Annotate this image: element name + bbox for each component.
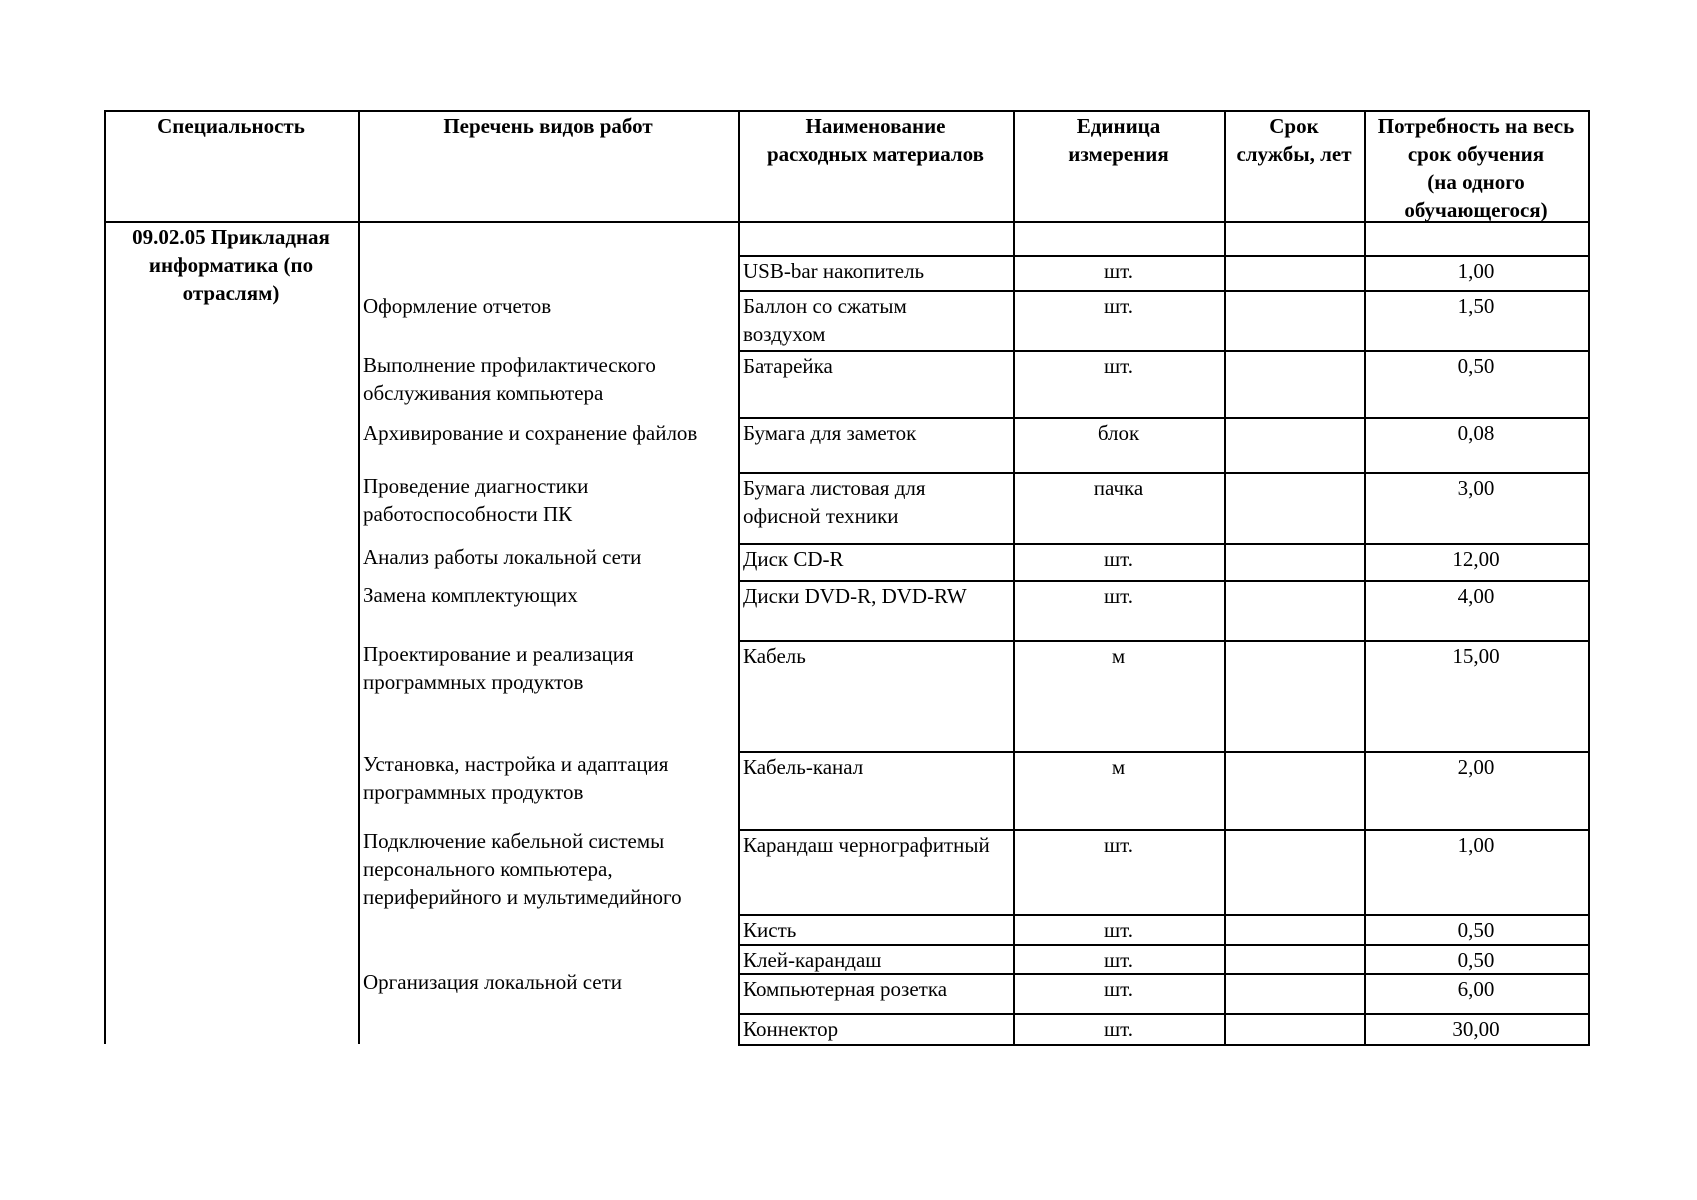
- work-item: Архивирование и сохранение файлов: [363, 421, 698, 445]
- header-unit: Единица измерения: [1068, 114, 1169, 166]
- work-item: Выполнение профилактического обслуживания компьютера: [363, 353, 656, 405]
- material-name-cell: Диски DVD-R, DVD-RW: [743, 584, 967, 608]
- specialty-name: 09.02.05 Прикладная информатика (по отраслям): [132, 225, 330, 305]
- unit-cell: шт.: [1103, 918, 1134, 942]
- need-cell: 1,50: [1457, 294, 1495, 318]
- header-need: Потребность на весь срок обучения (на одного обучающегося): [1377, 114, 1575, 222]
- material-name-cell: Бумага для заметок: [743, 421, 917, 445]
- table-border-right: [1588, 110, 1590, 1046]
- work-item: Подключение кабельной системы персонального компьютера, периферийного и мультимедийного: [363, 829, 682, 909]
- need-cell: 6,00: [1457, 977, 1495, 1001]
- need-cell: 15,00: [1452, 644, 1500, 668]
- need-cell: 0,50: [1457, 918, 1495, 942]
- work-item: Проектирование и реализация программных продуктов: [363, 642, 634, 694]
- work-item: Организация локальной сети: [363, 970, 623, 994]
- unit-cell: шт.: [1103, 584, 1134, 608]
- material-name-cell: Баллон со сжатым воздухом: [743, 294, 907, 346]
- material-name-cell: Коннектор: [743, 1017, 839, 1041]
- work-item: Установка, настройка и адаптация программных продуктов: [363, 752, 669, 804]
- material-name-cell: Карандаш чернографитный: [743, 833, 990, 857]
- row-divider: [738, 1044, 1590, 1046]
- unit-cell: шт.: [1103, 948, 1134, 972]
- need-cell: 0,08: [1457, 421, 1495, 445]
- header-service-life: Срок службы, лет: [1236, 114, 1352, 166]
- need-cell: 12,00: [1452, 547, 1500, 571]
- work-item: Замена комплектующих: [363, 583, 578, 607]
- need-cell: 0,50: [1457, 354, 1495, 378]
- need-cell: 2,00: [1457, 755, 1495, 779]
- unit-cell: шт.: [1103, 977, 1134, 1001]
- material-name-cell: Диск CD-R: [743, 547, 844, 571]
- need-cell: 30,00: [1452, 1017, 1500, 1041]
- need-cell: 4,00: [1457, 584, 1495, 608]
- work-item: Проведение диагностики работоспособности ПК: [363, 474, 589, 526]
- unit-cell: шт.: [1103, 833, 1134, 857]
- header-works: Перечень видов работ: [443, 114, 653, 138]
- unit-cell: шт.: [1103, 294, 1134, 318]
- header-material: Наименование расходных материалов: [766, 114, 984, 166]
- unit-cell: шт.: [1103, 1017, 1134, 1041]
- material-name-cell: Батарейка: [743, 354, 833, 378]
- need-cell: 1,00: [1457, 259, 1495, 283]
- column-divider: [1364, 110, 1366, 1046]
- unit-cell: м: [1111, 644, 1126, 668]
- unit-cell: шт.: [1103, 354, 1134, 378]
- need-cell: 1,00: [1457, 833, 1495, 857]
- column-divider: [738, 110, 740, 1046]
- column-divider: [1013, 110, 1015, 1046]
- material-name-cell: Кисть: [743, 918, 797, 942]
- need-cell: 0,50: [1457, 948, 1495, 972]
- unit-cell: шт.: [1103, 259, 1134, 283]
- unit-cell: блок: [1097, 421, 1140, 445]
- column-divider: [1224, 110, 1226, 1046]
- column-divider: [358, 110, 360, 1044]
- material-name-cell: Клей-карандаш: [743, 948, 882, 972]
- material-name-cell: Кабель-канал: [743, 755, 864, 779]
- unit-cell: шт.: [1103, 547, 1134, 571]
- header-specialty: Специальность: [157, 114, 305, 138]
- unit-cell: пачка: [1093, 476, 1144, 500]
- work-item: Оформление отчетов: [363, 294, 552, 318]
- work-item: Анализ работы локальной сети: [363, 545, 642, 569]
- material-name-cell: Бумага листовая для офисной техники: [743, 476, 926, 528]
- unit-cell: м: [1111, 755, 1126, 779]
- need-cell: 3,00: [1457, 476, 1495, 500]
- material-name-cell: USB-bar накопитель: [743, 259, 925, 283]
- material-name-cell: Кабель: [743, 644, 806, 668]
- material-name-cell: Компьютерная розетка: [743, 977, 948, 1001]
